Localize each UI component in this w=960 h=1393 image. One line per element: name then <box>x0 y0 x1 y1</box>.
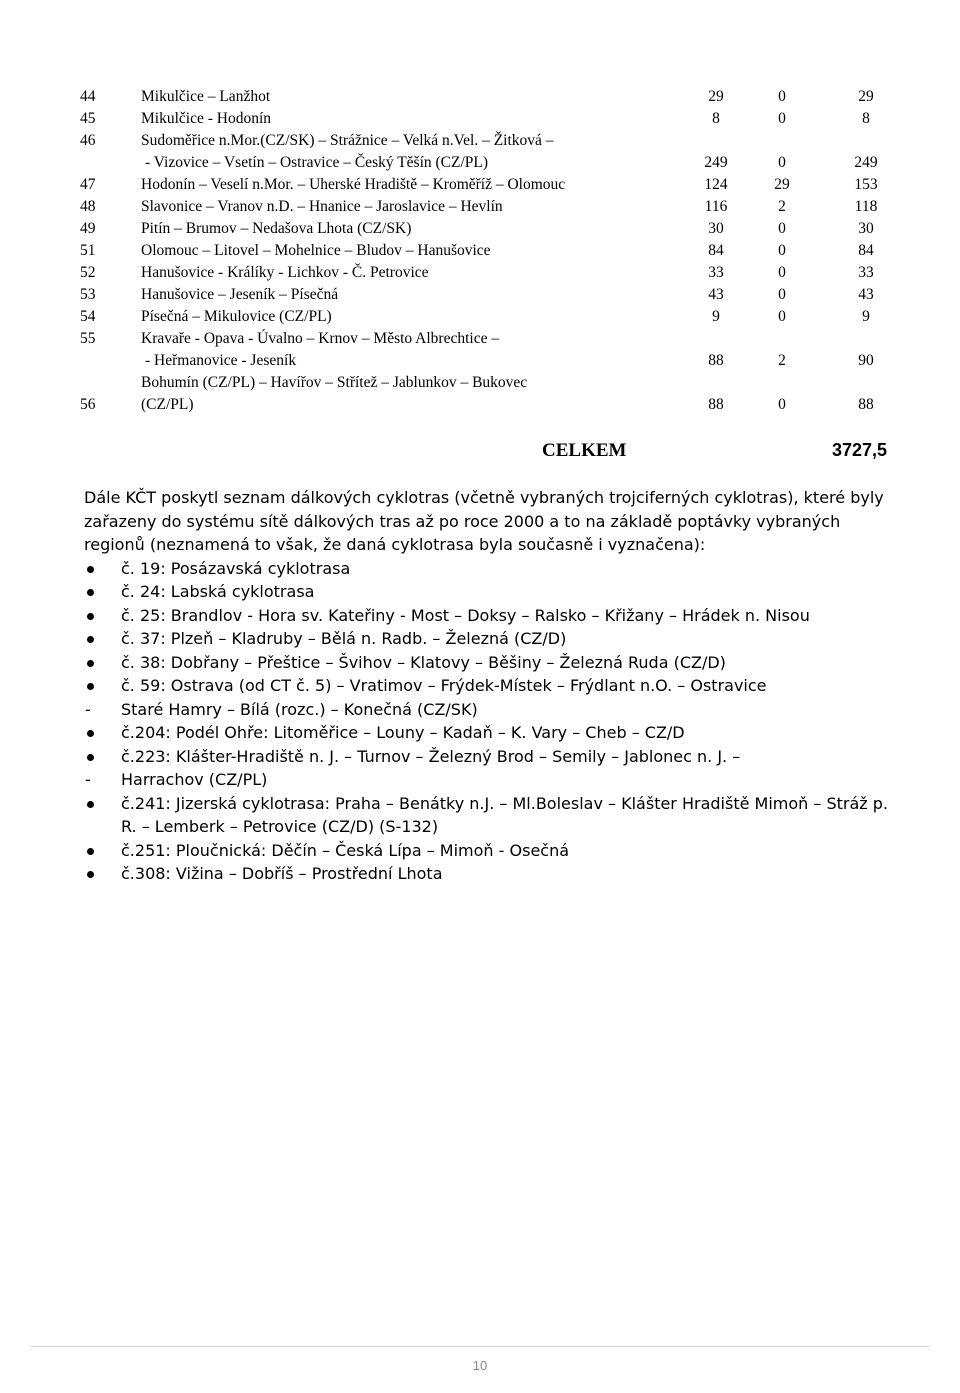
route-line: - Heřmanovice - Jeseník <box>145 352 297 369</box>
total-value: 3727,5 <box>832 440 888 460</box>
value-km-total: 33 <box>858 264 874 281</box>
list-item <box>84 721 904 745</box>
route-table <box>80 86 900 416</box>
bullet-icon <box>84 862 114 886</box>
bullet-dot-icon <box>87 754 94 761</box>
route-text: Mikulčice - Hodonín <box>141 110 272 127</box>
table-row <box>80 284 900 306</box>
route-text <box>141 130 701 174</box>
table-row <box>80 108 900 130</box>
dash-marker <box>84 698 114 722</box>
list-item-text: č. 25: Brandlov - Hora sv. Kateřiny - Most – Doksy – Ralsko – Křižany – Hrádek n. Nisou <box>121 605 810 625</box>
list-item-text: č.204: Podél Ohře: Litoměřice – Louny – Kadaň – K. Vary – Cheb – CZ/D <box>121 723 685 742</box>
row-number: 49 <box>80 220 96 237</box>
route-line: Sudoměřice n.Mor.(CZ/SK) – Strážnice – Velká n.Vel. – Žitková – <box>141 132 554 149</box>
route-text: Mikulčice – Lanžhot <box>141 88 271 105</box>
route-text: Hanušovice – Jeseník – Písečná <box>141 286 339 303</box>
value-km-1: 88 <box>708 352 724 369</box>
bullet-dot-icon <box>87 730 94 737</box>
value-km-1: 8 <box>712 110 720 127</box>
value-km-total: 249 <box>854 154 878 171</box>
list-item-text: č.251: Ploučnická: Děčín – Česká Lípa – Mimoň - Osečná <box>121 840 570 860</box>
row-number: 45 <box>80 110 96 127</box>
value-km-total: 88 <box>858 396 874 413</box>
bullet-dot-icon <box>87 613 94 620</box>
bullet-dot-icon <box>87 848 94 855</box>
list-item-text: č.223: Klášter-Hradiště n. J. – Turnov – Železný Brod – Semily – Jablonec n. J. – <box>121 746 741 766</box>
value-km-total: 43 <box>858 286 874 303</box>
table-row <box>80 306 900 328</box>
value-km-1: 84 <box>708 242 724 259</box>
value-km-2: 0 <box>778 242 786 259</box>
list-item <box>84 651 904 675</box>
page-number: 10 <box>472 1358 488 1373</box>
value-km-1: 43 <box>708 286 724 303</box>
value-km-1: 88 <box>708 396 724 413</box>
list-item <box>84 580 904 604</box>
list-item-text: č. 59: Ostrava (od CT č. 5) – Vratimov – Frýdek-Místek – Frýdlant n.O. – Ostravice <box>121 676 767 695</box>
value-km-1: 116 <box>704 198 728 215</box>
table-row <box>80 196 900 218</box>
value-km-total: 8 <box>862 110 870 127</box>
table-row <box>80 130 900 174</box>
list-item-text: č. 38: Dobřany – Přeštice – Švihov – Klatovy – Běšiny – Železná Ruda (CZ/D) <box>121 652 726 672</box>
footer-divider <box>30 1346 930 1347</box>
list-item <box>84 862 904 886</box>
table-row <box>80 240 900 262</box>
route-text: Pitín – Brumov – Nedašova Lhota (CZ/SK) <box>141 220 412 237</box>
list-item <box>84 839 904 863</box>
value-km-total: 118 <box>854 198 878 215</box>
value-km-total: 29 <box>858 88 874 105</box>
value-km-2: 29 <box>774 176 790 193</box>
route-text: Hodonín – Veselí n.Mor. – Uherské Hradiště – Kroměříž – Olomouc <box>141 176 566 193</box>
list-item <box>84 557 904 581</box>
bullet-dot-icon <box>87 566 94 573</box>
value-km-1: 33 <box>708 264 724 281</box>
dash-symbol: - <box>85 699 91 719</box>
cycle-route-list <box>84 557 904 886</box>
route-text <box>141 372 701 416</box>
row-number: 48 <box>80 198 96 215</box>
route-line: - Vizovice – Vsetín – Ostravice – Český Těšín (CZ/PL) <box>145 154 489 171</box>
value-km-2: 0 <box>778 110 786 127</box>
table-row <box>80 218 900 240</box>
row-number: 55 <box>80 330 96 347</box>
list-item <box>84 604 904 628</box>
row-number: 51 <box>80 242 96 259</box>
value-km-1: 9 <box>712 308 720 325</box>
bullet-icon <box>84 651 114 675</box>
value-km-total: 9 <box>862 308 870 325</box>
value-km-2: 2 <box>778 352 786 369</box>
value-km-2: 0 <box>778 286 786 303</box>
list-item <box>84 792 904 839</box>
value-km-2: 0 <box>778 220 786 237</box>
value-km-2: 0 <box>778 264 786 281</box>
row-number: 52 <box>80 264 96 281</box>
table-row <box>80 262 900 284</box>
list-item-text: č. 19: Posázavská cyklotrasa <box>121 558 351 578</box>
bullet-icon <box>84 557 114 581</box>
bullet-dot-icon <box>87 801 94 808</box>
value-km-1: 29 <box>708 88 724 105</box>
list-item <box>84 768 904 792</box>
table-row <box>80 372 900 416</box>
bullet-icon <box>84 674 114 698</box>
list-item-text: č.308: Vižina – Dobříš – Prostřední Lhota <box>121 864 443 883</box>
list-item-text: č. 37: Plzeň – Kladruby – Bělá n. Radb. – Železná (CZ/D) <box>121 629 567 648</box>
value-km-1: 124 <box>704 176 728 193</box>
bullet-dot-icon <box>87 589 94 596</box>
dash-marker <box>84 768 114 792</box>
row-number: 46 <box>80 132 96 149</box>
total-label: CELKEM <box>542 440 627 461</box>
list-item-text: Harrachov (CZ/PL) <box>121 770 268 789</box>
list-item <box>84 745 904 769</box>
row-number: 53 <box>80 286 96 303</box>
bullet-dot-icon <box>87 660 94 667</box>
bullet-dot-icon <box>87 871 94 878</box>
table-row <box>80 86 900 108</box>
row-number: 54 <box>80 308 96 325</box>
bullet-dot-icon <box>87 683 94 690</box>
route-line: Kravaře - Opava - Úvalno – Krnov – Město Albrechtice – <box>141 330 500 347</box>
bullet-icon <box>84 839 114 863</box>
list-item <box>84 674 904 698</box>
value-km-1: 30 <box>708 220 724 237</box>
route-line: (CZ/PL) <box>141 396 194 413</box>
bullet-dot-icon <box>87 636 94 643</box>
value-km-total: 153 <box>854 176 878 193</box>
list-item-text: Staré Hamry – Bílá (rozc.) – Konečná (CZ/SK) <box>121 699 478 719</box>
list-item-text: č. 24: Labská cyklotrasa <box>121 582 315 601</box>
intro-paragraph: Dále KČT poskytl seznam dálkových cyklotras (včetně vybraných trojciferných cyklotras), které byly zařazeny do systému sítě dálkových tras až po roce 2000 a to na základě poptávky vybraných regionů (neznamená to však, že daná cyklotrasa byla současně i vyznačena): <box>84 488 884 554</box>
value-km-total: 90 <box>858 352 874 369</box>
table-row <box>80 328 900 372</box>
bullet-icon <box>84 721 114 745</box>
value-km-total: 84 <box>858 242 874 259</box>
route-line: Bohumín (CZ/PL) – Havířov – Střítež – Jablunkov – Bukovec <box>141 374 528 391</box>
bullet-icon <box>84 792 114 816</box>
value-km-2: 2 <box>778 198 786 215</box>
value-km-2: 0 <box>778 308 786 325</box>
route-text <box>141 328 701 372</box>
bullet-icon <box>84 604 114 628</box>
value-km-1: 249 <box>704 154 728 171</box>
list-item <box>84 698 904 722</box>
value-km-total: 30 <box>858 220 874 237</box>
value-km-2: 0 <box>778 154 786 171</box>
list-item-text: č.241: Jizerská cyklotrasa: Praha – Benátky n.J. – Ml.Boleslav – Klášter Hradiště Mimoň – Stráž p. R. – Lemberk – Petrovice (CZ/D) (S-132) <box>121 793 888 836</box>
row-number: 56 <box>80 396 96 413</box>
route-text: Písečná – Mikulovice (CZ/PL) <box>141 308 332 325</box>
value-km-2: 0 <box>778 396 786 413</box>
dash-symbol: - <box>85 770 91 789</box>
route-text: Hanušovice - Králíky - Lichkov - Č. Petrovice <box>141 264 429 281</box>
bullet-icon <box>84 580 114 604</box>
table-row <box>80 174 900 196</box>
row-number: 44 <box>80 88 96 105</box>
bullet-icon <box>84 627 114 651</box>
route-text: Olomouc – Litovel – Mohelnice – Bludov – Hanušovice <box>141 242 491 259</box>
route-text: Slavonice – Vranov n.D. – Hnanice – Jaroslavice – Hevlín <box>141 198 503 215</box>
list-item <box>84 627 904 651</box>
row-number: 47 <box>80 176 96 193</box>
bullet-icon <box>84 745 114 769</box>
value-km-2: 0 <box>778 88 786 105</box>
total-row <box>0 440 960 466</box>
text-section <box>84 486 904 886</box>
